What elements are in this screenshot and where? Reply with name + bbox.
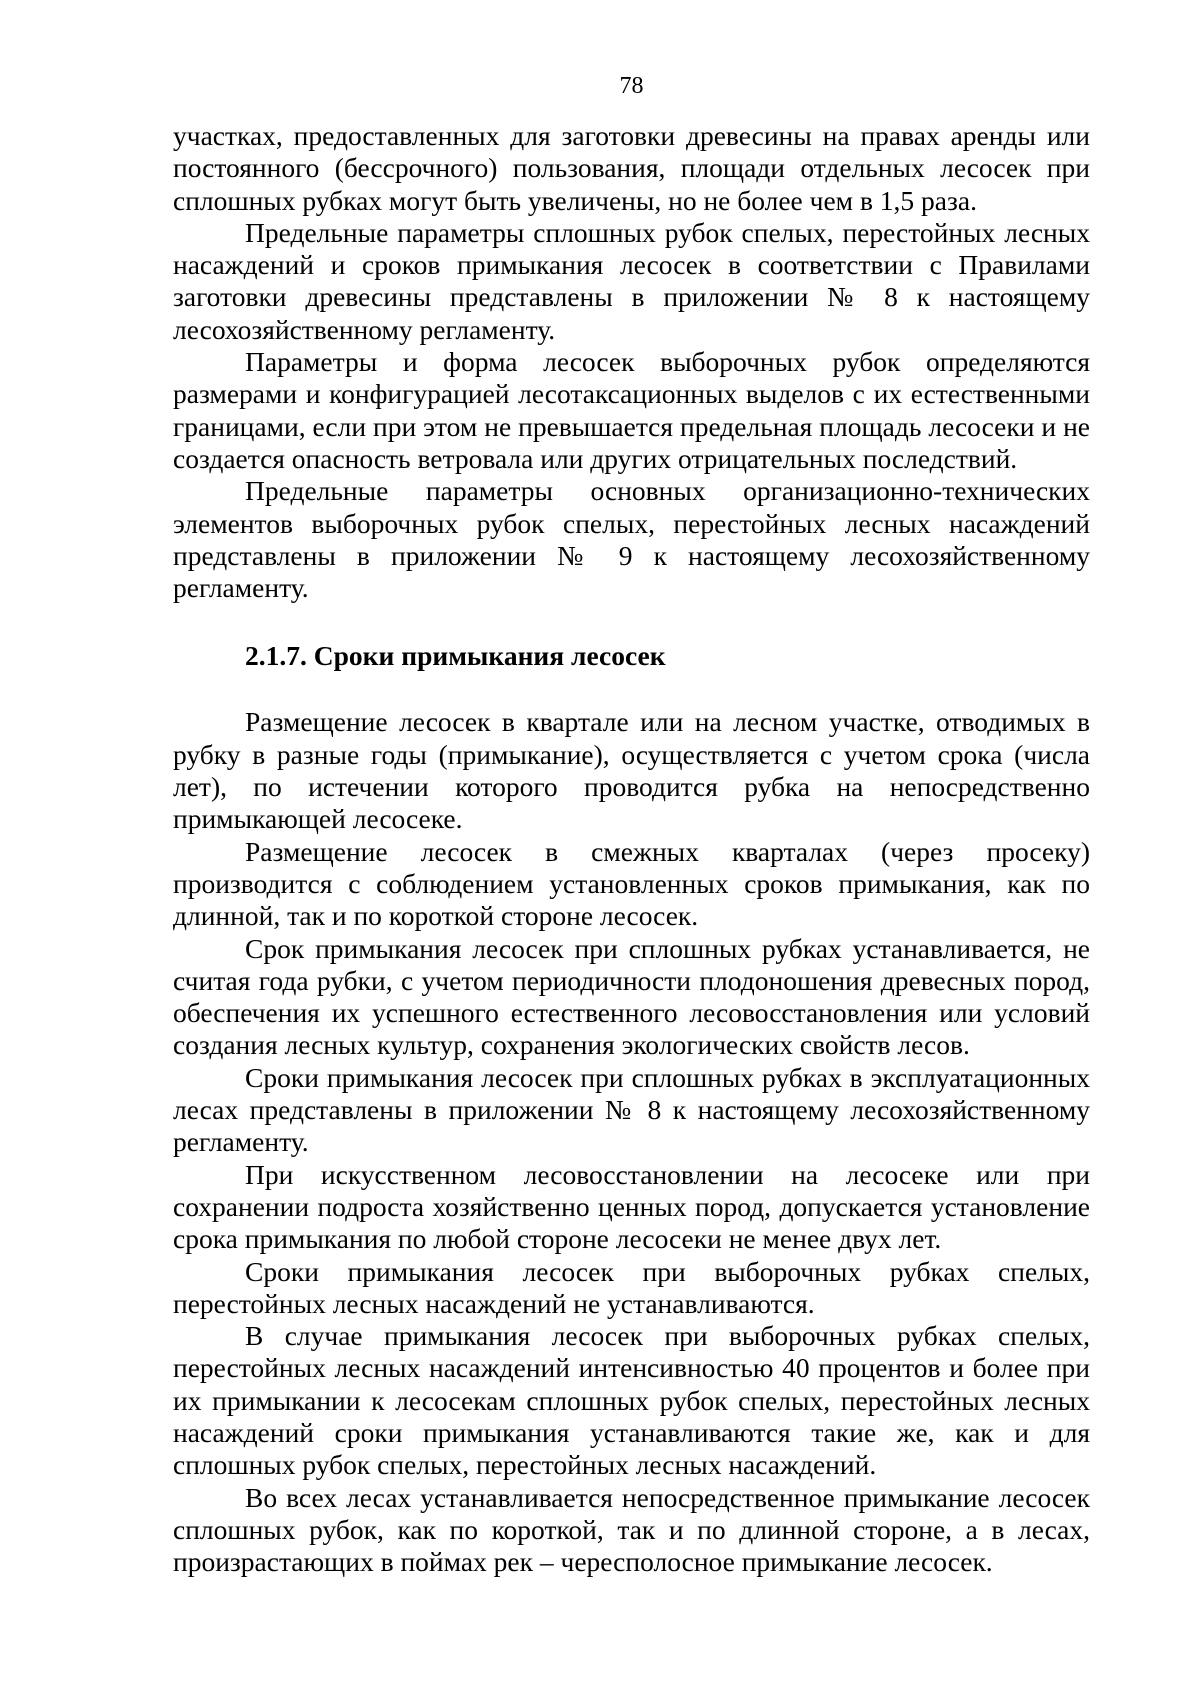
paragraph: Размещение лесосек в смежных кварталах (через просеку) производится с соблюдением установленных сроков примыкания, как по длинной, так и по короткой стороне лесосек. [173,835,1090,932]
paragraph: При искусственном лесовосстановлении на лесосеке или при сохранении подроста хозяйственно ценных пород, допускается установление срока примыкания по любой стороне лесосеки не менее двух лет. [173,1158,1090,1255]
paragraph: Предельные параметры основных организационно-технических элементов выборочных рубок спелых, перестойных лесных насаждений представлены в приложении № 9 к настоящему лесохозяйственному регламенту. [173,475,1090,604]
paragraph: Сроки примыкания лесосек при сплошных рубках в эксплуатационных лесах представлены в приложении № 8 к настоящему лесохозяйственному регламенту. [173,1061,1090,1158]
paragraph: Предельные параметры сплошных рубок спелых, перестойных лесных насаждений и сроков примыкания лесосек в соответствии с Правилами заготовки древесины представлены в приложении № 8 к настоящему лесохозяйственному регламенту. [173,216,1090,345]
section-heading: 2.1.7. Сроки примыкания лесосек [245,640,666,672]
paragraph: В случае примыкания лесосек при выборочных рубках спелых, перестойных лесных насаждений интенсивностью 40 процентов и более при их примыкании к лесосекам сплошных рубок спелых, перестойных лесных насаждений сроки примыкания устанавливаются такие же, как и для сплошных рубок спелых, перестойных лесных насаждений. [173,1320,1090,1481]
paragraph: Сроки примыкания лесосек при выборочных рубках спелых, перестойных лесных насаждений не устанавливаются. [173,1255,1090,1319]
paragraph: Срок примыкания лесосек при сплошных рубках устанавливается, не считая года рубки, с учетом периодичности плодоношения древесных пород, обеспечения их успешного естественного лесовосстановления или условий создания лесных культур, сохранения экологических свойств лесов. [173,932,1090,1061]
paragraph: Размещение лесосек в квартале или на лесном участке, отводимых в рубку в разные годы (примыкание), осуществляется с учетом срока (числа лет), по истечении которого проводится рубка на непосредственно примыкающей лесосеке. [173,706,1090,835]
paragraph: Параметры и форма лесосек выборочных рубок определяются размерами и конфигурацией лесотаксационных выделов с их естественными границами, если при этом не превышается предельная площадь лесосеки и не создается опасность ветровала или других отрицательных последствий. [173,346,1090,474]
paragraph-continuation: участках, предоставленных для заготовки древесины на правах аренды или постоянного (бессрочного) пользования, площади отдельных лесосек при сплошных рубках могут быть увеличены, но не более чем в 1,5 раза. [173,120,1090,216]
page-number: 78 [619,73,644,99]
paragraph: Во всех лесах устанавливается непосредственное примыкание лесосек сплошных рубок, как по короткой, так и по длинной стороне, а в лесах, произрастающих в поймах рек – чересполосное примыкание лесосек. [173,1481,1090,1578]
